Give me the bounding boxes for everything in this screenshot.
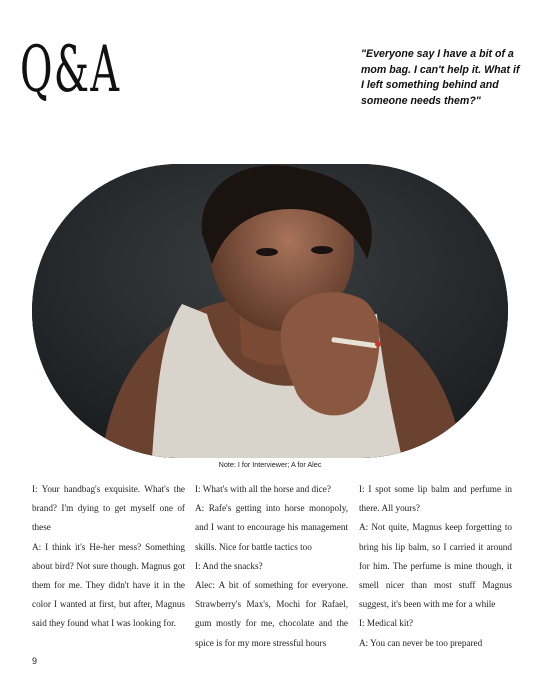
paragraph: I: I spot some lip balm and perfume in there. All yours? <box>359 484 512 514</box>
column-1 <box>32 480 185 634</box>
column-2 <box>195 480 348 653</box>
paragraph: A: I think it's He-her mess? Something about bird? Not sure though. Magnus got them for me. They didn't have it in the color I wanted at first, but after, Magnus said they found what I was looking for. <box>32 541 185 629</box>
portrait-image <box>32 164 508 458</box>
paragraph: I: Medical kit? <box>359 618 414 629</box>
paragraph: A: Rafe's getting into horse monopoly, and I want to encourage his management skills. Nice for battle tactics too <box>195 503 348 552</box>
paragraph: I: Your handbag's exquisite. What's the brand? I'm dying to get myself one of these <box>32 484 185 533</box>
paragraph: A: Not quite, Magnus keep forgetting to bring his lip balm, so I carried it around for him. The perfume is mine though, it smell nicer than most stuff Magnus suggest, it's been with me for a while <box>359 522 512 610</box>
portrait-photo <box>32 164 508 458</box>
column-3 <box>359 480 512 653</box>
page-number: 9 <box>32 656 38 666</box>
paragraph: Alec: A bit of something for everyone. Strawberry's Max's, Mochi for Rafael, gum mostly for me, chocolate and the spice is for my more stressful hours <box>195 580 348 648</box>
pull-quote: "Everyone say I have a bit of a mom bag. I can't help it. What if I left something behind and someone needs them?" <box>361 48 520 107</box>
paragraph: A: You can never be too prepared <box>359 637 483 648</box>
page-title: Q&A <box>20 33 121 107</box>
photo-caption: Note: I for Interviewer; A for Alec <box>218 460 322 469</box>
paragraph: I: And the snacks? <box>195 560 263 571</box>
paragraph: I: What's with all the horse and dice? <box>195 484 331 494</box>
